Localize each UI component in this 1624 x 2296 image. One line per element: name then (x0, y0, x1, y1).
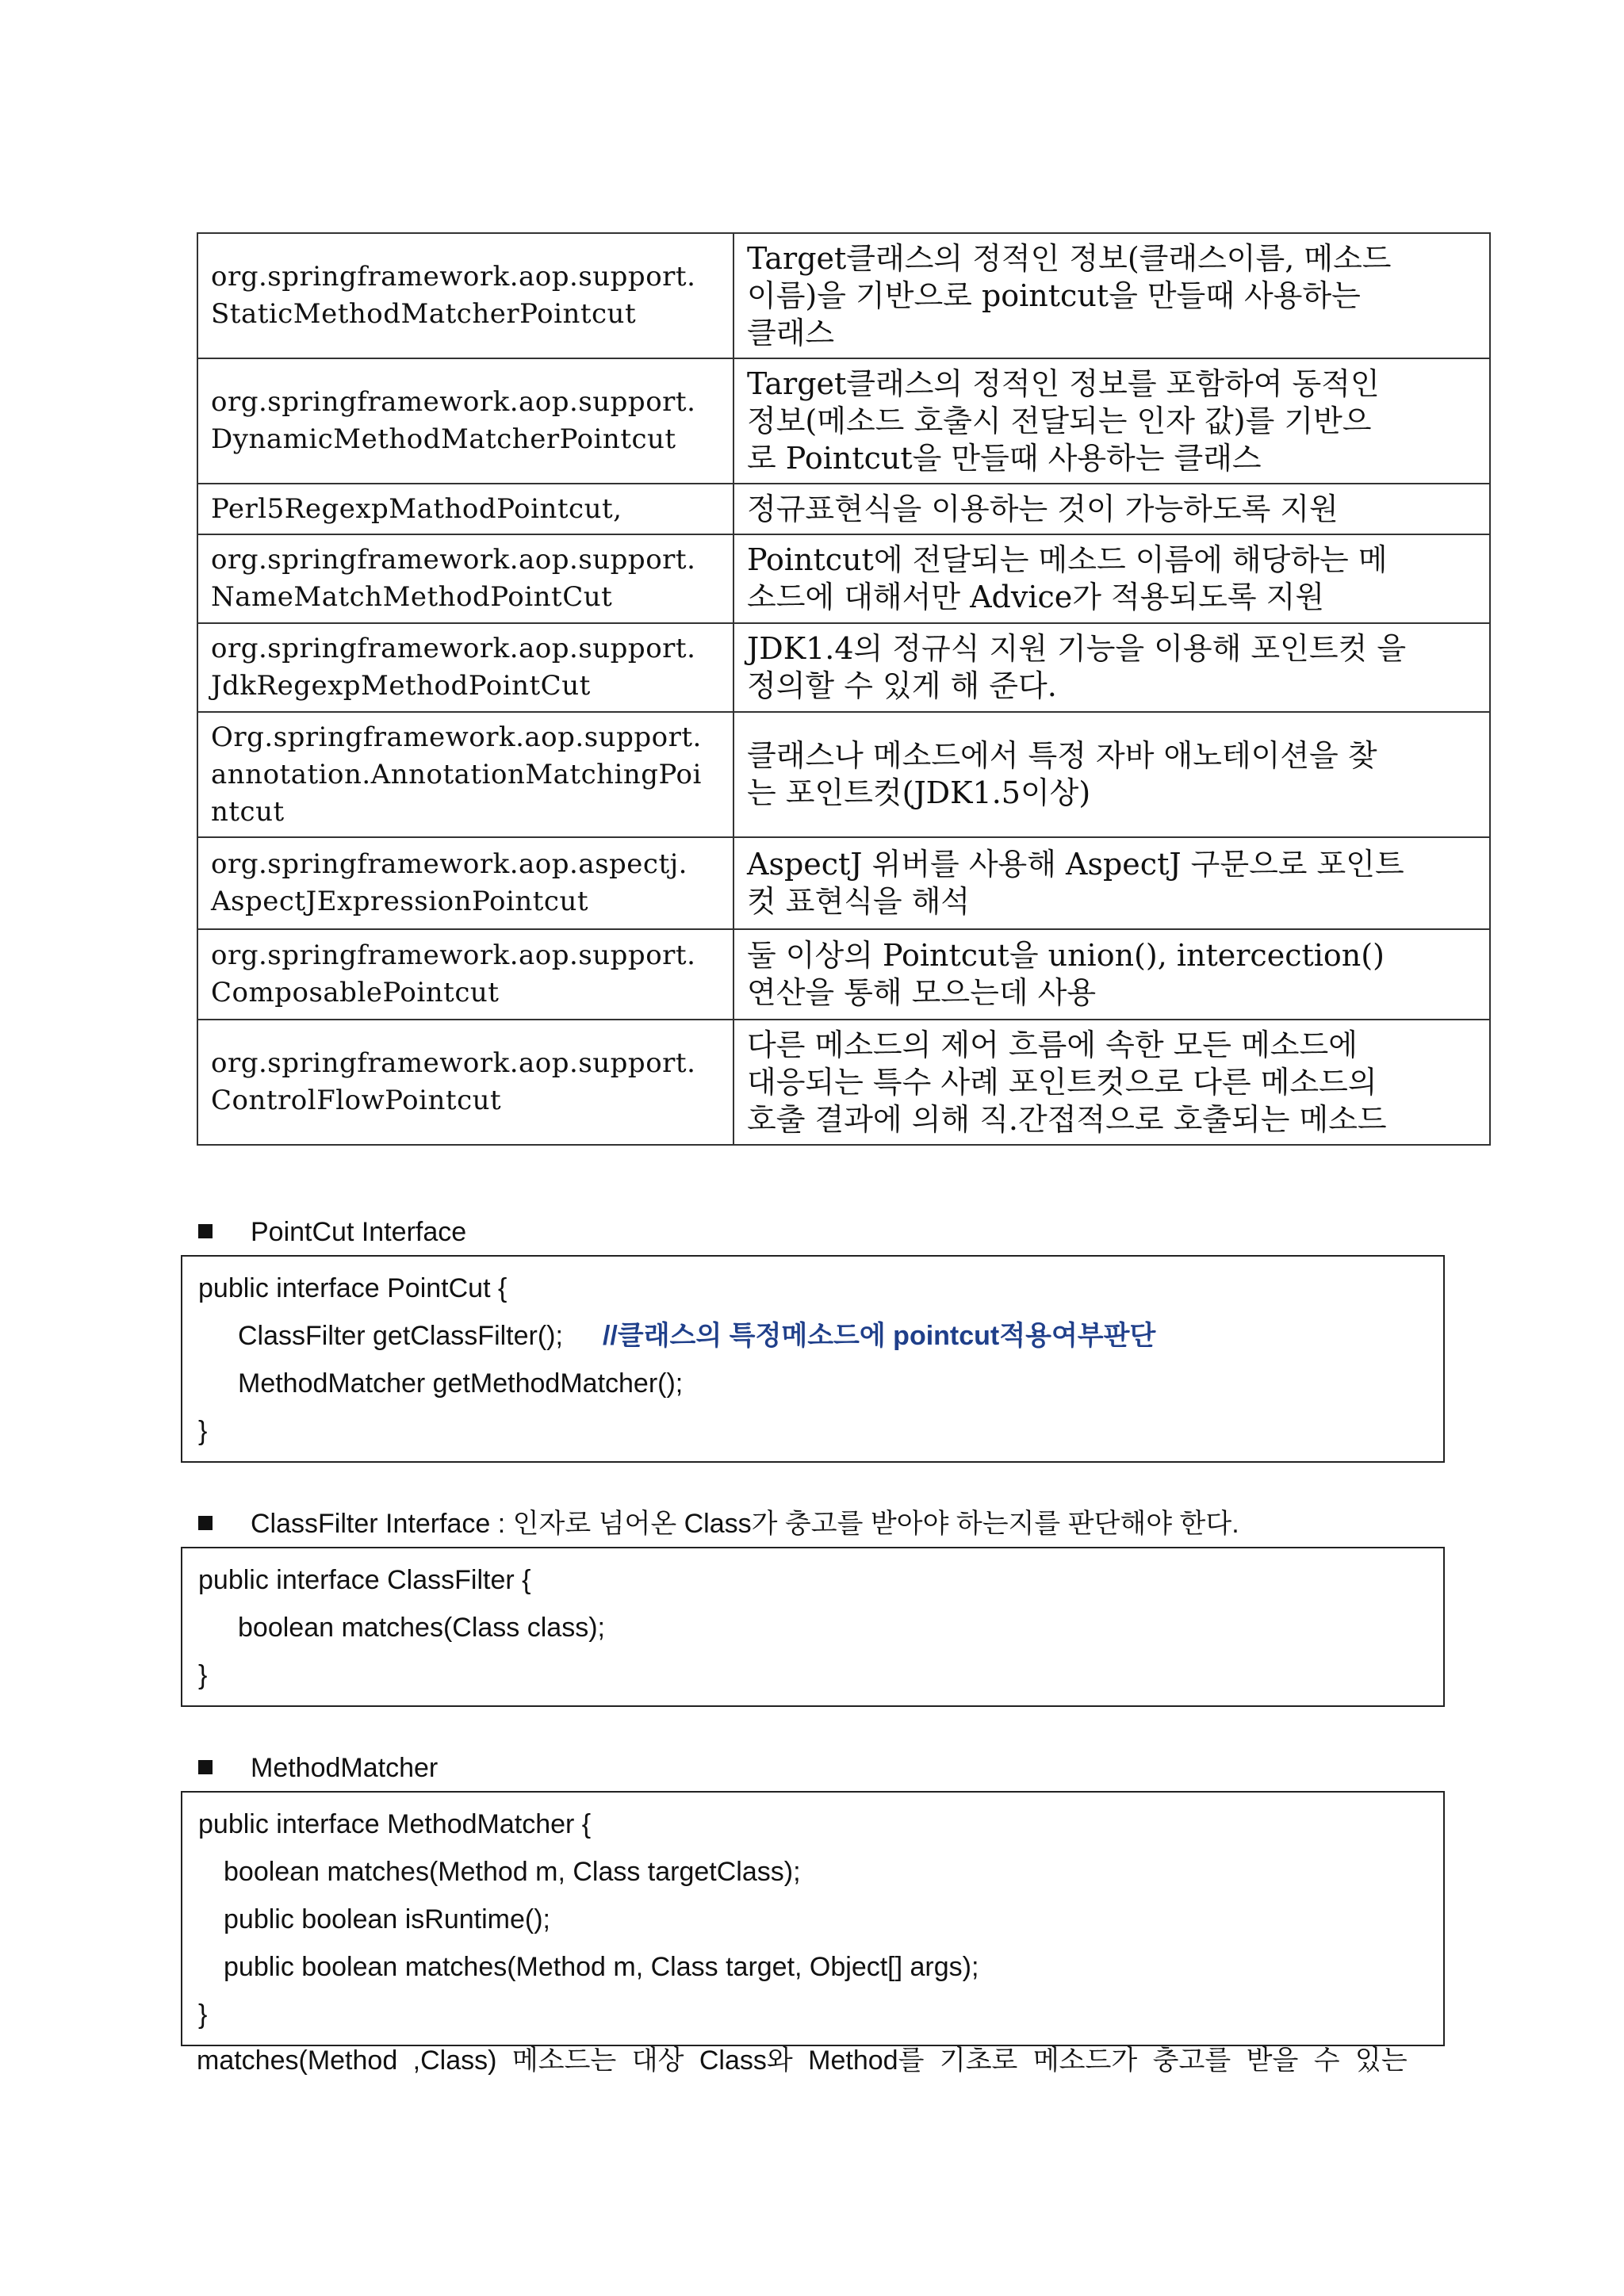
class-name-line: ntcut (211, 795, 285, 828)
description-line: JDK1.4의 정규식 지원 기능을 이용해 포인트컷 을 (747, 631, 1407, 666)
description-line: 둘 이상의 Pointcut을 union(), intercection() (747, 938, 1385, 973)
class-name-line: AspectJExpressionPointcut (211, 886, 588, 917)
description-line: Target클래스의 정적인 정보를 포함하여 동적인 (747, 365, 1380, 401)
classfilter-code-box (181, 1547, 1445, 1707)
class-name-cell (197, 484, 733, 534)
body-paragraph: matches(Method ,Class) 메소드는 대상 Class와 Method를 기초로 메소드가 충고를 받을 수 있는 (197, 2045, 1408, 2076)
class-name-line: org.springframework.aop.support. (211, 386, 696, 418)
code-line: public boolean matches(Method m, Class target, Object[] args); (224, 1952, 979, 1982)
code-line: } (198, 1416, 208, 1446)
table-row (197, 712, 1490, 837)
code-line: public interface PointCut { (198, 1273, 508, 1303)
class-name-line: org.springframework.aop.support. (211, 1047, 696, 1079)
class-name-line: ComposablePointcut (211, 977, 500, 1008)
square-bullet-icon (198, 1224, 213, 1238)
class-name-cell (197, 712, 733, 837)
class-name-line: JdkRegexpMethodPointCut (211, 670, 591, 702)
class-name-cell (197, 929, 733, 1020)
description-cell (733, 929, 1490, 1020)
pointcut-code-box (181, 1255, 1445, 1463)
class-name-cell (197, 534, 733, 623)
class-name-cell (197, 1020, 733, 1145)
table-row (197, 233, 1490, 358)
code-line: MethodMatcher getMethodMatcher(); (238, 1368, 684, 1399)
description-line: 는 포인트컷(JDK1.5이상) (747, 775, 1091, 810)
description-cell (733, 837, 1490, 929)
code-line: } (198, 1999, 208, 2030)
class-name-line: org.springframework.aop.aspectj. (211, 848, 688, 880)
description-cell (733, 484, 1490, 534)
code-line: public interface MethodMatcher { (198, 1809, 592, 1839)
description-line: 소드에 대해서만 Advice가 적용되도록 지원 (747, 580, 1325, 614)
pointcut-class-table (197, 232, 1491, 1146)
table-row (197, 534, 1490, 623)
class-name-line: ControlFlowPointcut (211, 1085, 502, 1116)
description-line: 클래스 (747, 315, 835, 350)
description-line: 호출 결과에 의해 직.간접적으로 호출되는 메소드 (747, 1101, 1387, 1137)
table-row (197, 484, 1490, 534)
pointcut-interface-heading (198, 1215, 466, 1249)
description-line: 대응되는 특수 사례 포인트컷으로 다른 메소드의 (747, 1064, 1377, 1100)
description-line: Pointcut에 전달되는 메소드 이름에 해당하는 메 (747, 542, 1388, 577)
class-name-line: Perl5RegexpMathodPointcut, (211, 492, 622, 525)
description-cell (733, 358, 1490, 484)
section-heading-text: PointCut Interface (251, 1217, 467, 1247)
code-line (198, 1312, 1443, 1360)
description-cell (733, 534, 1490, 623)
code-line: boolean matches(Class class); (238, 1613, 605, 1643)
class-name-line: org.springframework.aop.support. (211, 544, 696, 576)
section-heading-text: ClassFilter Interface : 인자로 넘어온 Class가 충고를 받아야 하는지를 판단해야 한다. (251, 1509, 1239, 1539)
code-line: boolean matches(Method m, Class targetClass); (224, 1857, 801, 1887)
table-row (197, 837, 1490, 929)
code-text: ClassFilter getClassFilter(); (238, 1321, 563, 1351)
description-line: 클래스나 메소드에서 특정 자바 애노테이션을 찾 (747, 738, 1377, 773)
description-line: 정보(메소드 호출시 전달되는 인자 값)를 기반으 (747, 403, 1372, 438)
class-name-cell (197, 233, 733, 358)
description-cell (733, 712, 1490, 837)
square-bullet-icon (198, 1760, 213, 1774)
description-cell (733, 1020, 1490, 1145)
description-line: 연산을 통해 모으는데 사용 (747, 975, 1097, 1010)
table-row (197, 623, 1490, 712)
description-line: 정규표현식을 이용하는 것이 가능하도록 지원 (747, 491, 1339, 526)
code-line: public boolean isRuntime(); (224, 1904, 550, 1934)
table-row (197, 358, 1490, 484)
class-name-cell (197, 837, 733, 929)
class-name-cell (197, 358, 733, 484)
class-name-line: org.springframework.aop.support. (211, 633, 696, 664)
class-name-cell (197, 623, 733, 712)
description-line: 로 Pointcut을 만들때 사용하는 클래스 (747, 440, 1262, 476)
description-cell (733, 233, 1490, 358)
class-name-line: Org.springframework.aop.support. (211, 721, 702, 753)
methodmatcher-code-box (181, 1791, 1445, 2046)
code-comment: //클래스의 특정메소드에 pointcut적용여부판단 (602, 1321, 1156, 1351)
description-line: 정의할 수 있게 해 준다. (747, 668, 1057, 703)
description-line: Target클래스의 정적인 정보(클래스이름, 메소드 (747, 240, 1392, 276)
square-bullet-icon (198, 1516, 213, 1530)
description-cell (733, 623, 1490, 712)
code-line: } (198, 1660, 208, 1690)
code-line: public interface ClassFilter { (198, 1565, 531, 1595)
class-name-line: annotation.AnnotationMatchingPoi (211, 758, 702, 790)
section-heading-text: MethodMatcher (251, 1753, 439, 1783)
table-row (197, 929, 1490, 1020)
classfilter-interface-heading (198, 1506, 1239, 1541)
description-line: 다른 메소드의 제어 흐름에 속한 모든 메소드에 (747, 1027, 1358, 1062)
description-line: 이름)을 기반으로 pointcut을 만들때 사용하는 (747, 277, 1361, 313)
class-name-line: StaticMethodMatcherPointcut (211, 298, 637, 330)
description-line: 컷 표현식을 해석 (747, 884, 971, 919)
description-line: AspectJ 위버를 사용해 AspectJ 구문으로 포인트 (747, 847, 1404, 882)
class-name-line: DynamicMethodMatcherPointcut (211, 423, 676, 455)
class-name-line: org.springframework.aop.support. (211, 939, 696, 971)
class-name-line: org.springframework.aop.support. (211, 261, 696, 293)
methodmatcher-heading (198, 1751, 438, 1785)
class-name-line: NameMatchMethodPointCut (211, 581, 613, 613)
table-row (197, 1020, 1490, 1145)
